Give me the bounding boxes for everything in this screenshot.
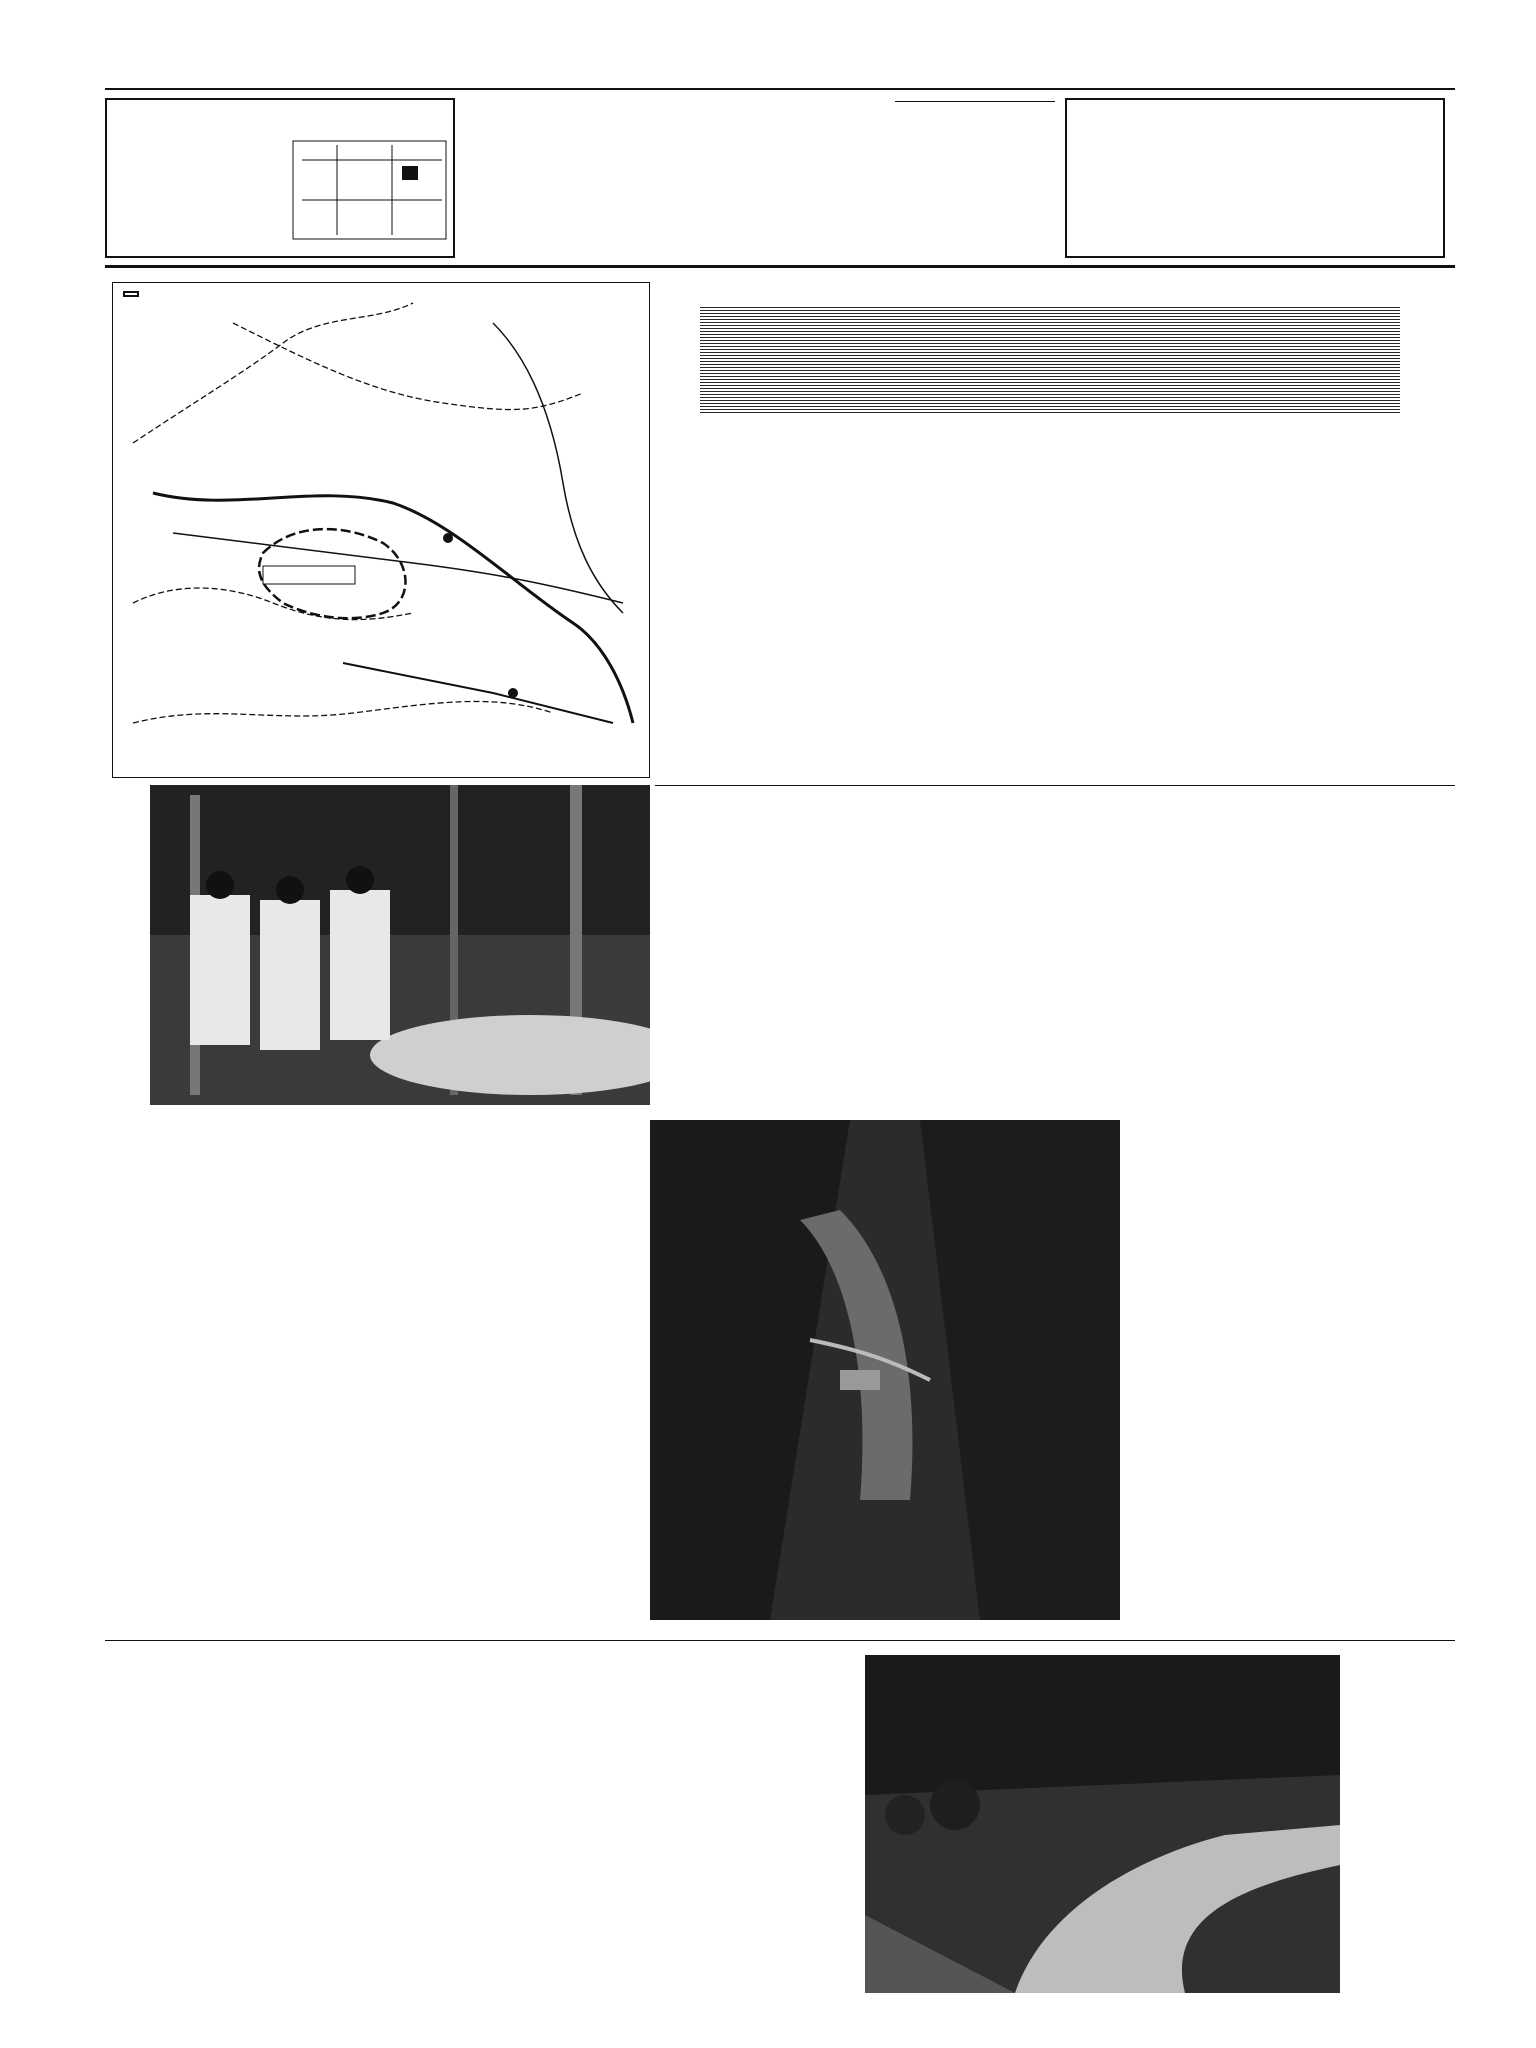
ad-suzuyoshi — [105, 98, 455, 258]
article-wish — [890, 580, 1000, 790]
shop-map — [292, 140, 447, 240]
subhead-wish — [1000, 580, 1040, 770]
article-workers — [1125, 1120, 1455, 1620]
article-price — [580, 1115, 645, 1315]
masthead-rule — [105, 265, 1455, 268]
subhead-nishikawa — [1055, 810, 1105, 1010]
masthead — [465, 98, 885, 258]
article-quote — [105, 1655, 155, 2040]
subhead-effects — [350, 1660, 400, 1860]
lead-paragraph — [1040, 440, 1250, 740]
article-network — [105, 1115, 245, 1625]
photo-officials — [150, 785, 650, 1105]
section-rule-2 — [105, 1640, 1455, 1641]
article-effects — [160, 1655, 345, 2040]
section-rule — [655, 785, 1455, 786]
photo-valley-art — [650, 1120, 1120, 1620]
location-map — [112, 282, 650, 778]
publisher-box — [895, 98, 1055, 258]
caption-photo1 — [100, 790, 148, 1110]
article-nishikawa — [655, 795, 1055, 1110]
photo-officials-art — [150, 785, 650, 1105]
subhead-hospital — [525, 1140, 580, 1340]
headline-bg — [700, 305, 1400, 413]
article-value — [1110, 795, 1455, 1110]
photo-road — [865, 1655, 1340, 1993]
top-rule — [105, 88, 1455, 90]
caption-photo3 — [1345, 1660, 1450, 2000]
ad-oki-optician — [1065, 98, 1445, 258]
article-intro — [665, 440, 885, 790]
article-hospital — [250, 1115, 520, 1625]
delivery-notice — [895, 101, 1055, 104]
photo-valley — [650, 1120, 1120, 1620]
photo-road-art — [865, 1655, 1340, 1993]
article-altitude — [605, 1650, 860, 2040]
map-drawing — [113, 283, 648, 776]
article-view — [400, 1655, 600, 2040]
